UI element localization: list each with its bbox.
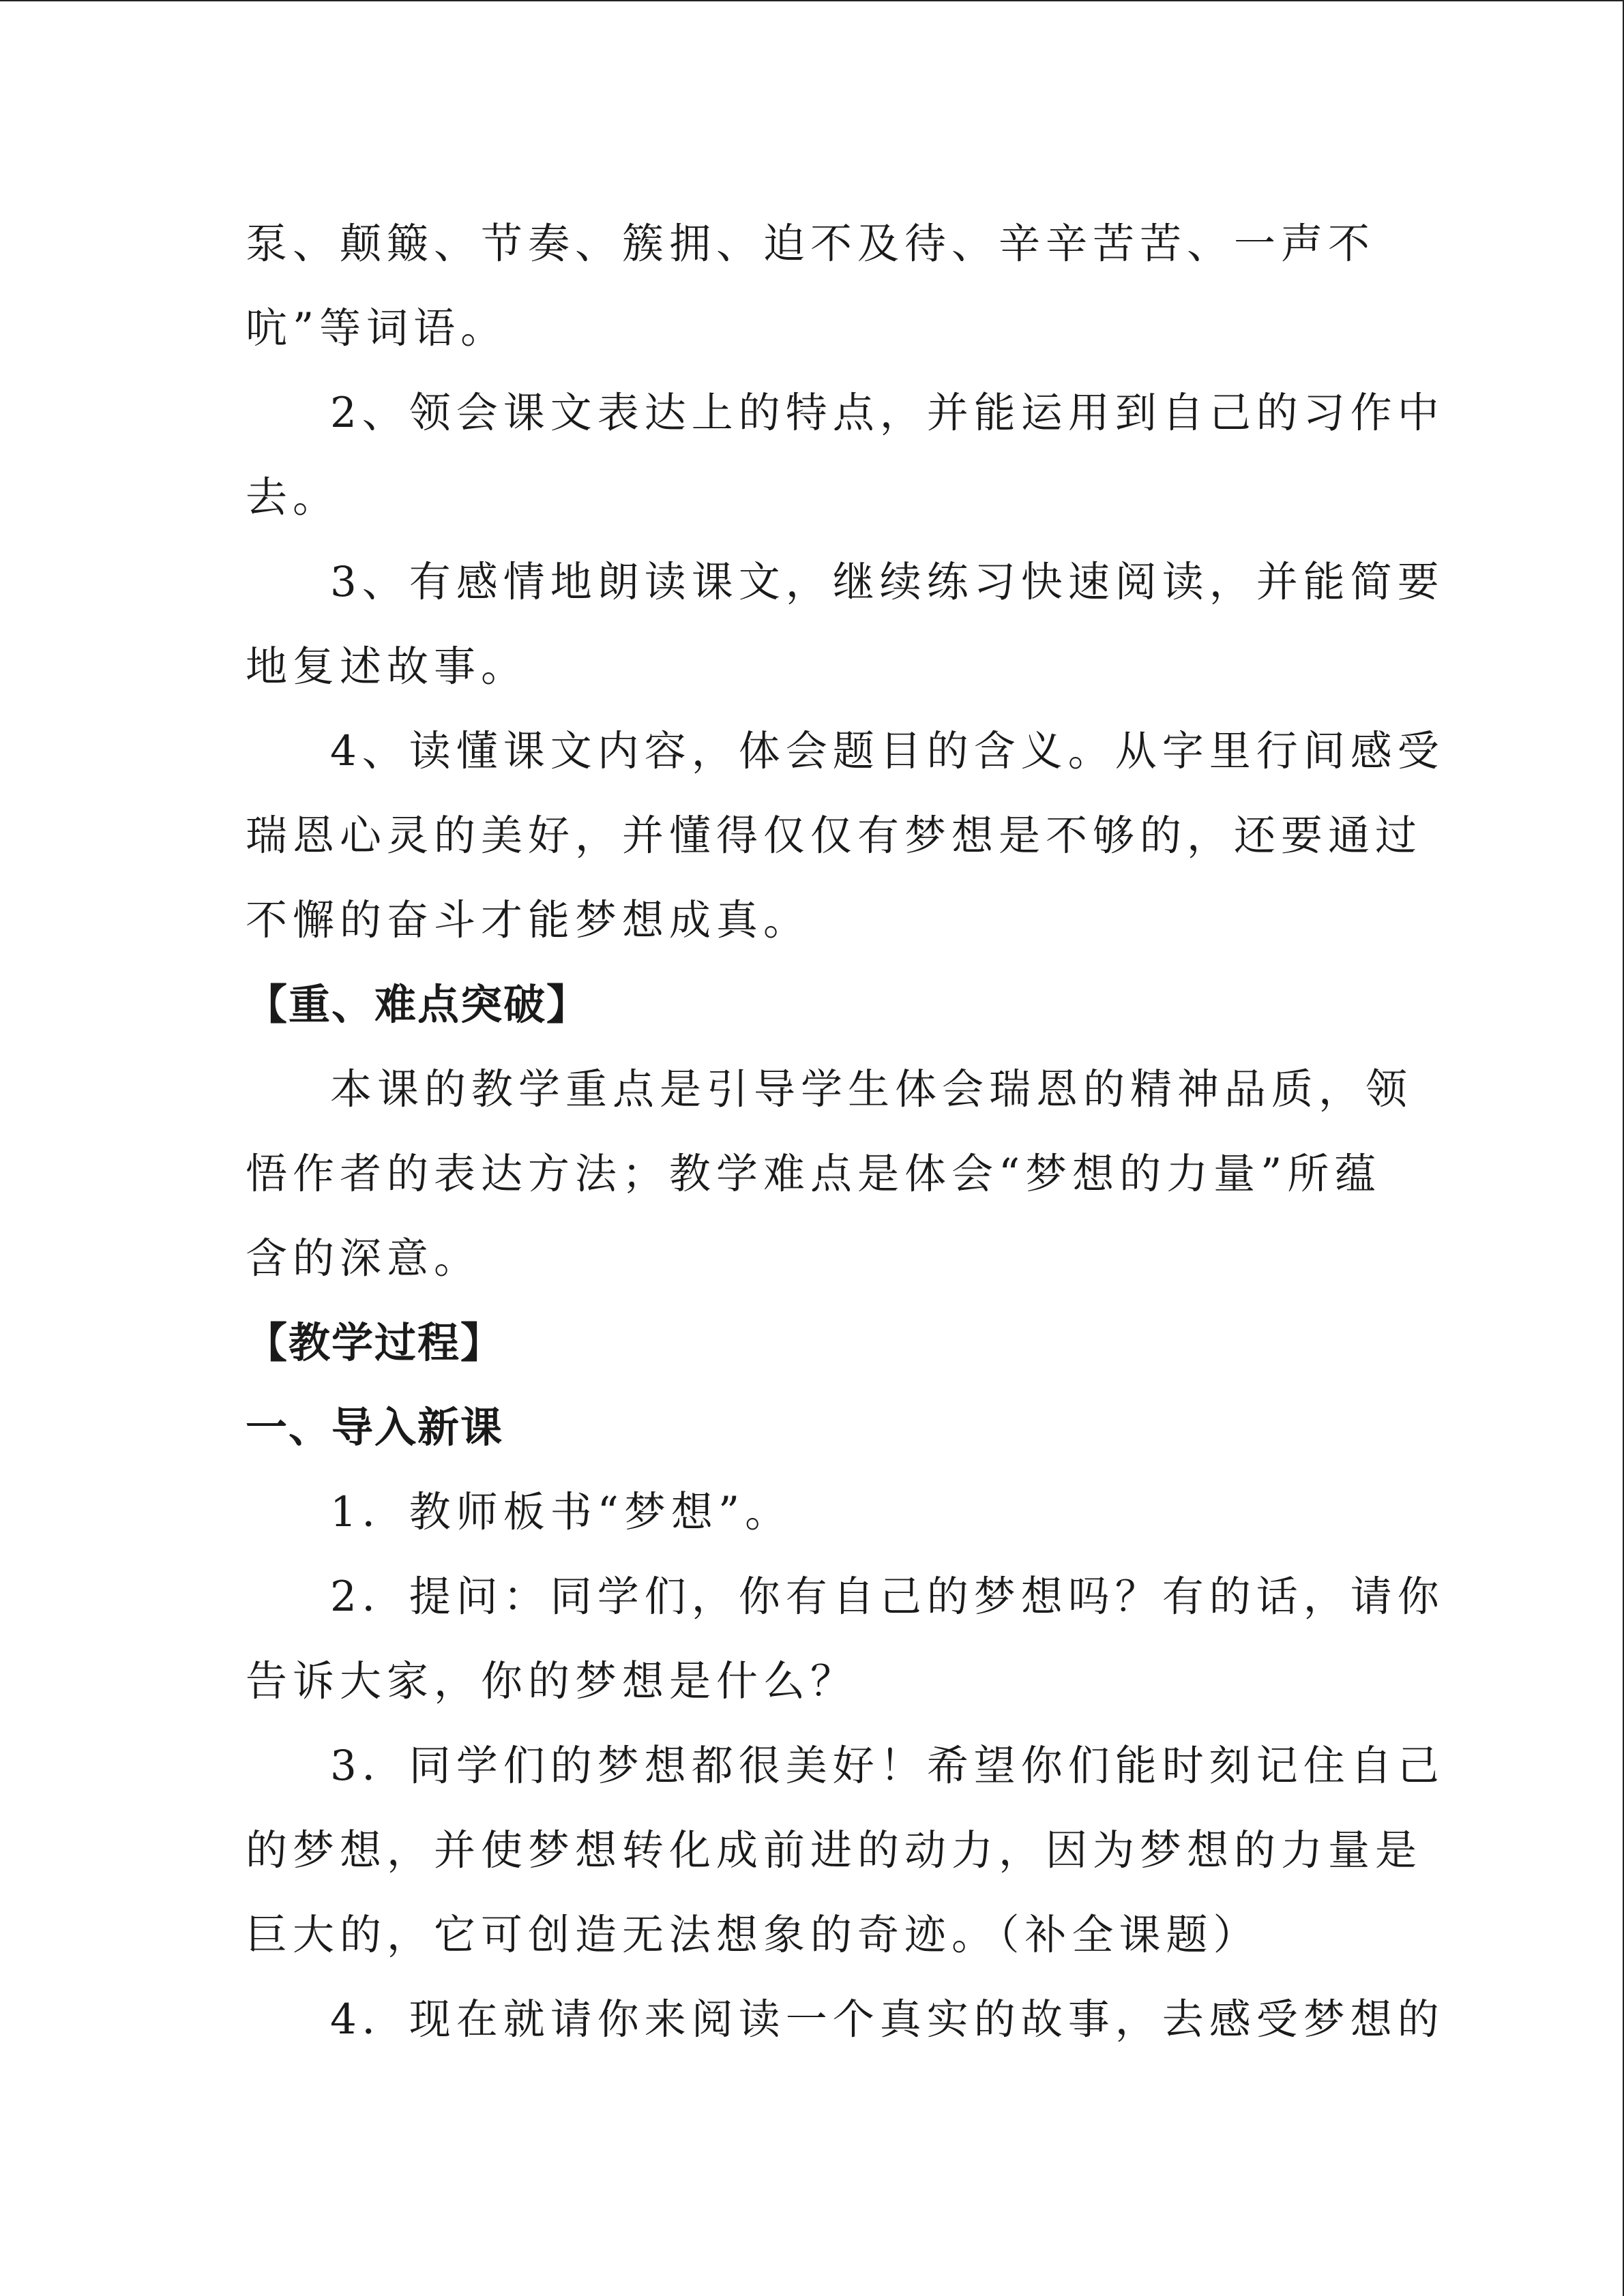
text-line: 3、有感情地朗读课文，继续练习快速阅读，并能简要 bbox=[330, 558, 1445, 606]
text-line: 地复述故事。 bbox=[246, 642, 529, 691]
text-line: 吭”等词语。 bbox=[246, 304, 508, 353]
text-line: 不懈的奋斗才能梦想成真。 bbox=[246, 896, 811, 944]
text-line: 1．教师板书“梦想”。 bbox=[330, 1488, 793, 1536]
text-line: 巨大的，它可创造无法想象的奇迹。（补全课题） bbox=[246, 1911, 1260, 1959]
section-heading: 【教学过程】 bbox=[246, 1319, 504, 1367]
section-heading: 【重、难点突破】 bbox=[246, 981, 590, 1029]
text-line: 瑞恩心灵的美好，并懂得仅仅有梦想是不够的，还要通过 bbox=[246, 811, 1423, 860]
text-line: 4、读懂课文内容，体会题目的含义。从字里行间感受 bbox=[330, 727, 1445, 775]
text-line: 3．同学们的梦想都很美好！希望你们能时刻记住自己 bbox=[330, 1742, 1445, 1790]
text-line: 本课的教学重点是引导学生体会瑞恩的精神品质，领 bbox=[330, 1065, 1413, 1114]
text-line: 2．提问：同学们，你有自己的梦想吗？有的话，请你 bbox=[330, 1572, 1445, 1621]
text-line: 去。 bbox=[246, 473, 340, 522]
text-line: 2、领会课文表达上的特点，并能运用到自己的习作中 bbox=[330, 389, 1445, 437]
text-line: 4．现在就请你来阅读一个真实的故事，去感受梦想的 bbox=[330, 1995, 1445, 2044]
text-line: 的梦想，并使梦想转化成前进的动力，因为梦想的力量是 bbox=[246, 1826, 1423, 1875]
text-line: 含的深意。 bbox=[246, 1234, 482, 1283]
text-line: 悟作者的表达方法；教学难点是体会“梦想的力量”所蕴 bbox=[246, 1150, 1382, 1198]
section-heading: 一、导入新课 bbox=[246, 1403, 504, 1452]
document-body bbox=[246, 202, 1445, 2062]
text-line: 告诉大家，你的梦想是什么？ bbox=[246, 1657, 858, 1705]
text-line: 泵、颠簸、节奏、簇拥、迫不及待、辛辛苦苦、一声不 bbox=[246, 220, 1376, 268]
